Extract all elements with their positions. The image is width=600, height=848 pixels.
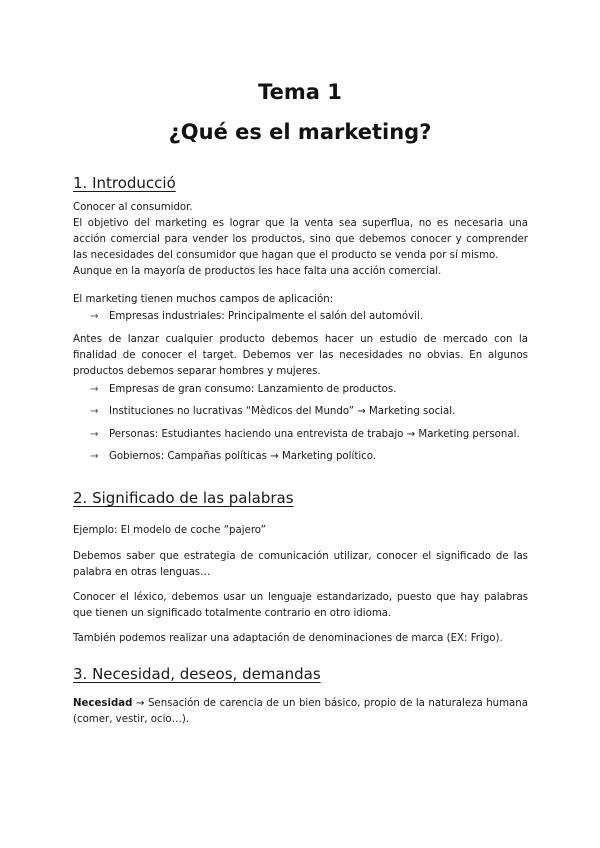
list-item-text: Instituciones no lucrativas “Mèdicos del Mundo” → Marketing social. bbox=[109, 406, 456, 417]
arrow-bullet-icon: → bbox=[90, 451, 99, 462]
paragraph: El objetivo del marketing es lograr que la venta sea superflua, no es necesaria una acción comercial para vender los productos, sino que debemos conocer y comprender las necesidades del consumidor que hagan que el producto se venda por sí mismo. bbox=[73, 218, 528, 261]
list-item-text: Empresas de gran consumo: Lanzamiento de productos. bbox=[109, 384, 397, 395]
list-item bbox=[90, 449, 376, 465]
list-item-text: Gobiernos: Campañas políticas → Marketing político. bbox=[109, 451, 377, 462]
list-item bbox=[90, 382, 396, 398]
paragraph: Debemos saber que estrategia de comunicación utilizar, conocer el significado de las palabra en otras lenguas… bbox=[73, 551, 528, 578]
section-heading-2: 2. Significado de las palabras bbox=[73, 489, 294, 507]
paragraph: Aunque en la mayoría de productos les hace falta una acción comercial. bbox=[73, 266, 442, 277]
document-subtitle: ¿Qué es el marketing? bbox=[168, 120, 432, 144]
paragraph: Conocer al consumidor. bbox=[73, 202, 193, 213]
paragraph: El marketing tienen muchos campos de aplicación: bbox=[73, 294, 334, 305]
definition-text: → Sensación de carencia de un bien básico, propio de la naturaleza humana (comer, vestir, ocio…). bbox=[73, 698, 528, 725]
paragraph: Antes de lanzar cualquier producto debemos hacer un estudio de mercado con la finalidad de conocer el target. Debemos ver las necesidades no obvias. En algunos productos debemos separar hombres y mujeres. bbox=[73, 334, 528, 377]
list-item bbox=[90, 404, 455, 420]
arrow-bullet-icon: → bbox=[90, 429, 99, 440]
section-heading-3: 3. Necesidad, deseos, demandas bbox=[73, 665, 321, 683]
arrow-bullet-icon: → bbox=[90, 406, 99, 417]
list-item-text: Empresas industriales: Principalmente el salón del automóvil. bbox=[109, 311, 424, 322]
document-title: Tema 1 bbox=[258, 80, 342, 104]
definition-term: Necesidad bbox=[73, 698, 133, 709]
list-item bbox=[90, 427, 520, 443]
arrow-bullet-icon: → bbox=[90, 384, 99, 395]
paragraph: Conocer el léxico, debemos usar un lenguaje estandarizado, puesto que hay palabras que tienen un significado totalmente contrario en otro idioma. bbox=[73, 592, 528, 619]
list-item bbox=[90, 309, 423, 325]
list-item-text: Personas: Estudiantes haciendo una entrevista de trabajo → Marketing personal. bbox=[109, 429, 520, 440]
section-heading-1: 1. Introducció bbox=[73, 174, 176, 192]
arrow-bullet-icon: → bbox=[90, 311, 99, 322]
paragraph: Ejemplo: El modelo de coche “pajero” bbox=[73, 525, 266, 536]
definition-paragraph bbox=[73, 696, 528, 728]
paragraph: También podemos realizar una adaptación de denominaciones de marca (EX: Frigo). bbox=[73, 633, 503, 644]
